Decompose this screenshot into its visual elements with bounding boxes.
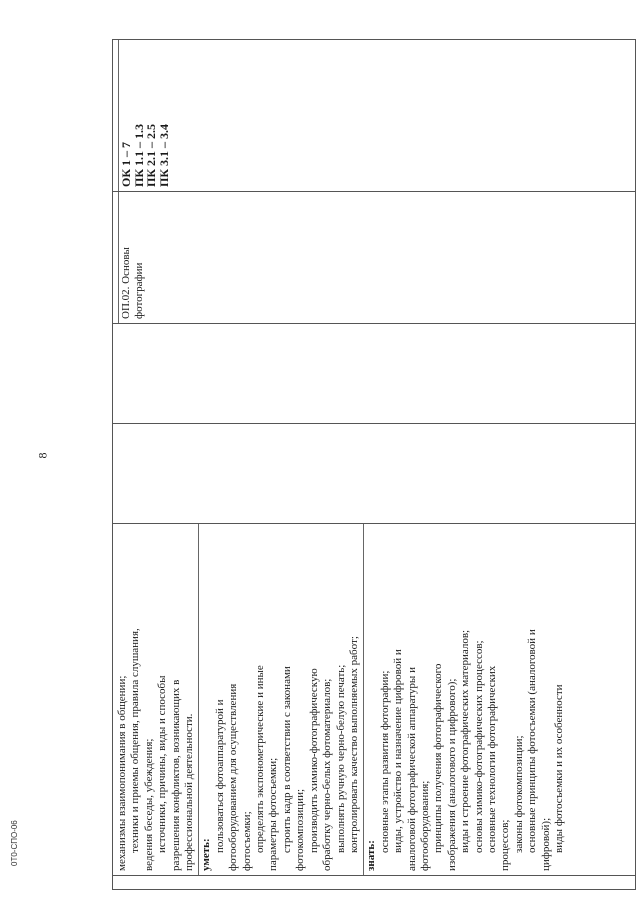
content-line: параметры фотосъемки;	[267, 757, 280, 871]
content-line: цифровой);	[539, 817, 552, 871]
section-separator	[198, 524, 199, 875]
content-line: механизмы взаимопонимания в общении;	[116, 675, 128, 871]
discipline-cell	[113, 192, 636, 324]
content-line: источники, причины, виды и способы	[156, 675, 169, 853]
content-line: основные этапы развития фотографии;	[378, 670, 391, 853]
discipline-line: ОП.02. Основы	[120, 247, 132, 319]
section-heading: уметь:	[200, 838, 213, 871]
content-line: фотооборудованием для осуществления	[227, 683, 240, 871]
empty-cell	[113, 324, 636, 424]
content-line: строить кадр в соответствии с законами	[280, 666, 293, 853]
content-line: законы фотокомпозиции;	[512, 735, 525, 853]
rotated-table-area	[108, 34, 640, 894]
table-row	[113, 40, 636, 890]
content-line: виды и строение фотографических материалов;	[459, 629, 472, 853]
content-line: аналоговой фотографической аппаратуры и	[405, 667, 418, 871]
content-line: фотосъемки;	[240, 811, 253, 871]
competency-code: ПК 2.1 – 2.5	[144, 123, 159, 187]
content-line: пользоваться фотоаппаратурой и	[213, 699, 226, 853]
content-line: принципы получения фотографического	[432, 663, 445, 853]
discipline-separator	[118, 192, 119, 323]
index-cell	[113, 876, 636, 890]
footer-code: 0Т0-СПО-06	[10, 820, 19, 866]
content-cell	[113, 524, 636, 876]
competency-code: ПК 3.1 – 3.4	[156, 123, 171, 187]
section-separator	[363, 524, 364, 875]
content-line: выполнять ручную черно-белую печать;	[334, 664, 347, 853]
content-line: виды, устройство и назначение цифровой и	[392, 649, 405, 853]
content-line: техники и приемы общения, правила слушания,	[129, 628, 142, 853]
content-line: контролировать качество выполняемых работ;	[347, 636, 360, 853]
content-line: определять экспонометрические и иные	[254, 665, 267, 853]
section-heading: знать:	[365, 840, 378, 871]
content-line: основные принципы фотосъемки (аналоговой и	[526, 629, 539, 853]
content-line: виды фотосъемки и их особенности	[553, 684, 565, 853]
competency-code: ПК 1.1 – 1.3	[131, 123, 146, 187]
content-line: основные технологии фотографических	[485, 665, 498, 853]
empty-cell	[113, 424, 636, 524]
content-line: фотооборудования;	[418, 780, 431, 871]
content-line: обработку черно-белых фотоматериалов;	[321, 678, 334, 871]
competency-code: ОК 1 – 7	[119, 141, 133, 187]
content-line: разрешения конфликтов, возникающих в	[169, 679, 182, 871]
content-line: ведения беседы, убеждения;	[142, 738, 155, 871]
discipline-line: фотографии	[133, 262, 146, 319]
content-line: профессиональной деятельности.	[183, 713, 196, 871]
content-line: изображения (аналогового и цифрового);	[445, 678, 458, 871]
content-line: фотокомпозиции;	[294, 788, 307, 871]
content-line: производить химико-фотографическую	[307, 668, 320, 853]
competency-cell	[113, 40, 636, 192]
curriculum-table	[112, 39, 636, 890]
content-line: основы химико-фотографических процессов;	[472, 640, 485, 853]
page-number: 8	[35, 452, 50, 459]
content-line: процессов;	[499, 819, 512, 871]
